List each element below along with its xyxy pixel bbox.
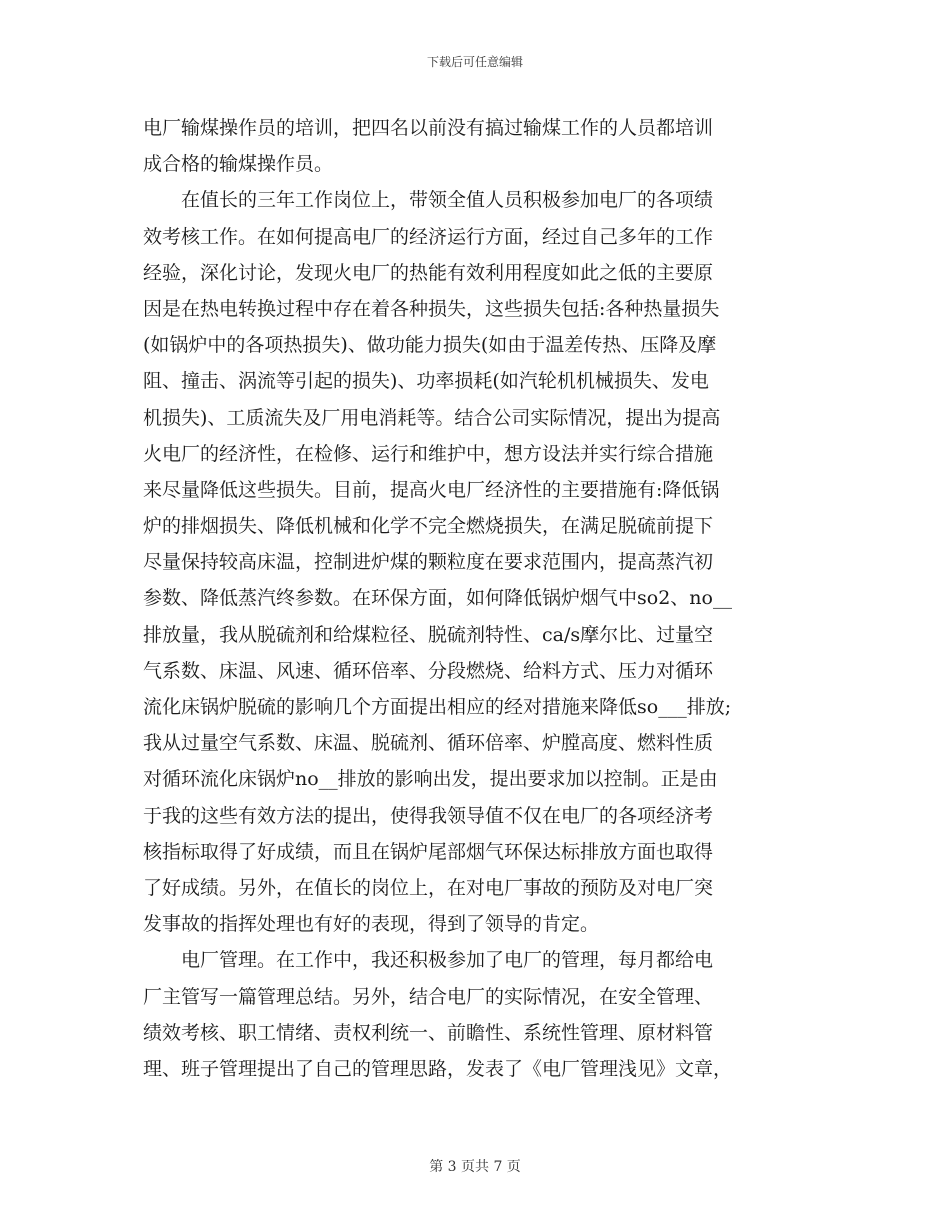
text-line: 电厂输煤操作员的培训，把四名以前没有搞过输煤工作的人员都培训 (143, 117, 714, 139)
text-line: 了好成绩。另外，在值长的岗位上，在对电厂事故的预防及对电厂突 (143, 876, 714, 899)
text-line: (如锅炉中的各项热损失)、做功能力损失(如由于温差传热、压降及摩 (143, 334, 717, 357)
text-line: 对循环流化床锅炉no__排放的影响出发，提出要求加以控制。正是由 (143, 768, 718, 791)
page-header-note: 下载后可任意编辑 (426, 55, 523, 69)
text-line: 在值长的三年工作岗位上，带领全值人员积极参加电厂的各项绩 (181, 189, 714, 212)
text-line: 电厂管理。在工作中，我还积极参加了电厂的管理，每月都给电 (181, 949, 714, 972)
text-line: 排放量，我从脱硫剂和给煤粒径、脱硫剂特性、ca/s摩尔比、过量空 (143, 623, 714, 646)
text-line: 经验，深化讨论，发现火电厂的热能有效利用程度如此之低的主要原 (143, 261, 714, 284)
text-line: 发事故的指挥处理也有好的表现，得到了领导的肯定。 (143, 913, 600, 936)
text-line: 参数、降低蒸汽终参数。在环保方面，如何降低锅炉烟气中so2、no__ (143, 587, 732, 610)
text-line: 炉的排烟损失、降低机械和化学不完全燃烧损失，在满足脱硫前提下 (143, 515, 714, 538)
text-line: 阻、撞击、涡流等引起的损失)、功率损耗(如汽轮机机械损失、发电 (143, 370, 709, 393)
text-line: 尽量保持较高床温，控制进炉煤的颗粒度在要求范围内，提高蒸汽初 (143, 551, 714, 574)
text-line: 来尽量降低这些损失。目前，提高火电厂经济性的主要措施有:降低锅 (143, 478, 720, 501)
document-body (143, 110, 823, 1087)
text-line: 因是在热电转换过程中存在着各种损失，这些损失包括:各种热量损失 (143, 297, 720, 320)
text-line: 效考核工作。在如何提高电厂的经济运行方面，经过自己多年的工作 (143, 225, 714, 248)
text-line: 气系数、床温、风速、循环倍率、分段燃烧、给料方式、压力对循环 (143, 659, 714, 682)
text-line: 理、班子管理提出了自己的管理思路，发表了《电厂管理浅见》文章， (143, 1057, 733, 1080)
text-line: 我从过量空气系数、床温、脱硫剂、循环倍率、炉膛高度、燃料性质 (143, 732, 714, 755)
text-line: 机损失)、工质流失及厂用电消耗等。结合公司实际情况，提出为提高 (143, 406, 721, 429)
text-line: 于我的这些有效方法的提出，使得我领导值不仅在电厂的各项经济考 (143, 804, 714, 827)
text-line: 核指标取得了好成绩，而且在锅炉尾部烟气环保达标排放方面也取得 (143, 840, 714, 863)
text-line: 流化床锅炉脱硫的影响几个方面提出相应的经对措施来降低so___排放; (143, 696, 732, 718)
text-line: 火电厂的经济性，在检修、运行和维护中，想方设法并实行综合措施 (143, 442, 714, 465)
page-footer-number: 第 3 页共 7 页 (429, 1159, 521, 1175)
text-line: 厂主管写一篇管理总结。另外，结合电厂的实际情况，在安全管理、 (143, 985, 714, 1008)
text-line: 成合格的输煤操作员。 (143, 153, 334, 176)
text-line: 绩效考核、职工情绪、责权利统一、前瞻性、系统性管理、原材料管 (143, 1021, 714, 1044)
